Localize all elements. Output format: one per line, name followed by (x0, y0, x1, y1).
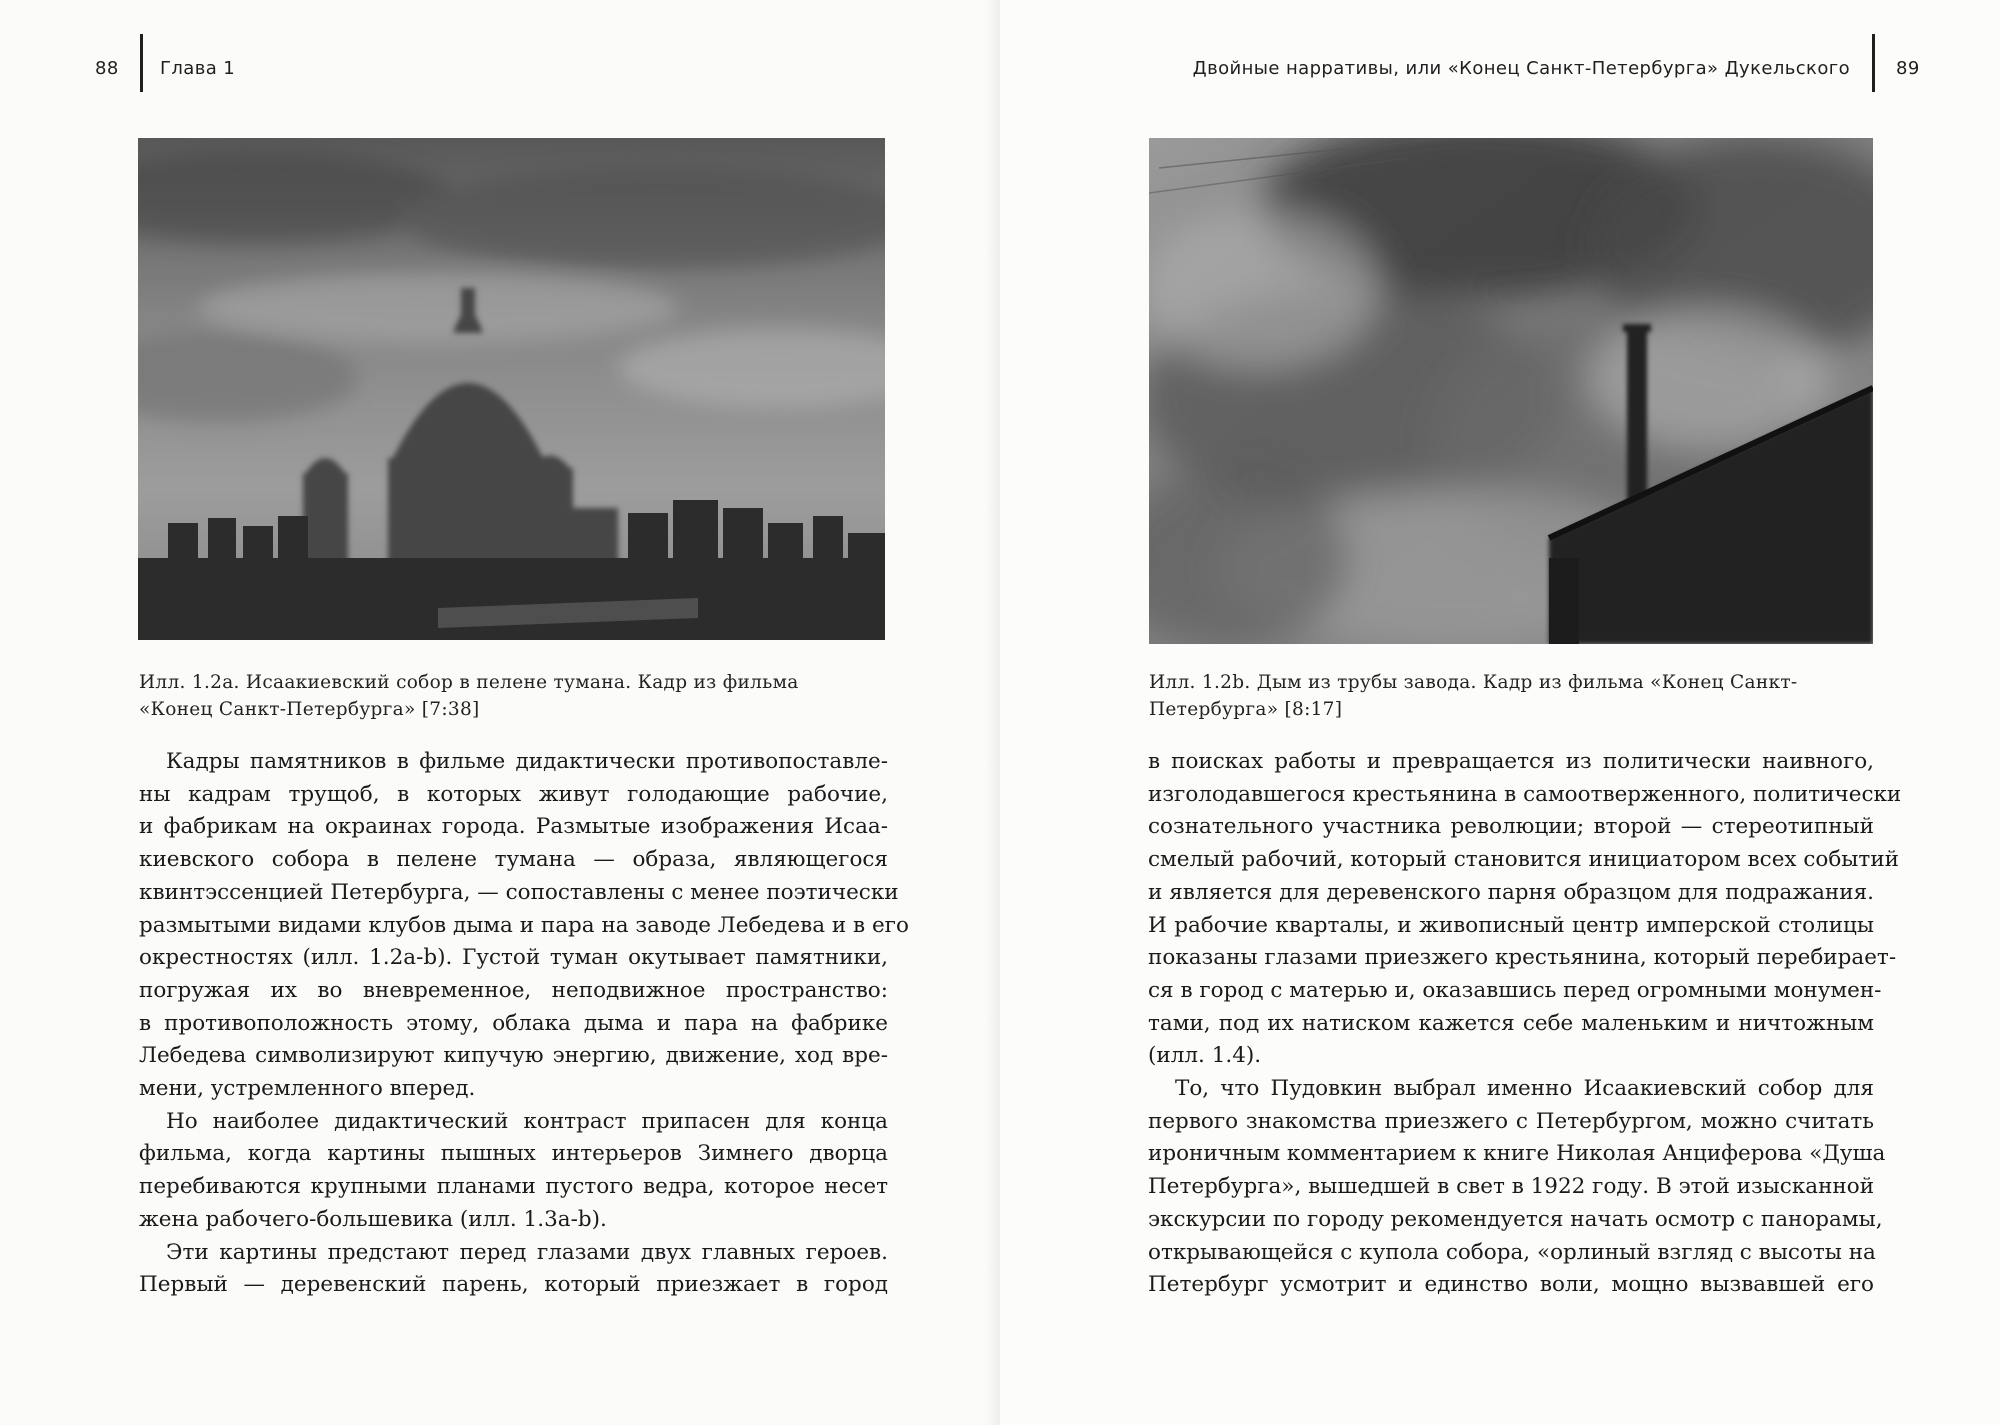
text-line: сознательного участника революции; второй — стереотипный (1148, 814, 1874, 840)
text-line: изголодавшегося крестьянина в самоотверженного, политически (1148, 781, 1902, 807)
text-line: киевского собора в пелене тумана — образа, являющегося (139, 847, 888, 873)
text-line: тами, под их натиском кажется себе маленьким и ничтожным (1148, 1010, 1874, 1036)
factory-smoke-photo-image (1149, 138, 1873, 644)
text-line: Эти картины предстают перед глазами двух главных героев. (166, 1239, 888, 1265)
text-line: Петербурга», вышедшей в свет в 1922 году. В этой изысканной (1148, 1174, 1875, 1200)
figure-caption-left (139, 669, 899, 723)
text-line: перебиваются крупными планами пустого ведра, которое несет (139, 1174, 888, 1200)
text-line: открывающейся с купола собора, «орлиный взгляд с высоты на (1148, 1239, 1876, 1265)
text-line: в противоположность этому, облака дыма и пара на фабрике (139, 1010, 888, 1036)
text-line: (илл. 1.4). (1148, 1043, 1262, 1069)
text-line: Первый — деревенский парень, который приезжает в город (139, 1272, 888, 1298)
text-line: То, что Пудовкин выбрал именно Исаакиевский собор для (1175, 1076, 1874, 1102)
page-number-left: 88 (95, 58, 119, 79)
header-rule-right (1872, 34, 1875, 92)
text-line: Петербург усмотрит и единство воли, мощно вызвавшей его (1148, 1272, 1874, 1298)
text-line: и фабрикам на окраинах города. Размытые изображения Исаа- (139, 814, 888, 840)
text-line: ны кадрам трущоб, в которых живут голодающие рабочие, (139, 781, 888, 807)
text-line: ся в город с матерью и, оказавшись перед огромными монумен- (1148, 977, 1882, 1003)
text-line: мени, устремленного вперед. (139, 1076, 476, 1102)
text-line: первого знакомства приезжего с Петербургом, можно считать (1148, 1108, 1874, 1134)
text-line: жена рабочего-большевика (илл. 1.3a-b). (139, 1206, 607, 1232)
running-head-left: Глава 1 (160, 58, 236, 79)
caption-line: Петербурга» [8:17] (1149, 699, 1343, 720)
text-line: погружая их во вневременное, неподвижное пространство: (139, 977, 888, 1003)
text-line: Кадры памятников в фильме дидактически противопоставле- (166, 749, 888, 774)
cathedral-photo-image (138, 138, 885, 640)
running-head-right: Двойные нарративы, или «Конец Санкт-Петербурга» Дукельского (1192, 58, 1850, 79)
text-line: И рабочие кварталы, и живописный центр имперской столицы (1148, 912, 1874, 938)
caption-line: Илл. 1.2a. Исаакиевский собор в пелене тумана. Кадр из фильма (139, 672, 799, 693)
text-line: экскурсии по городу рекомендуется начать осмотр с панорамы, (1148, 1206, 1883, 1232)
text-line: показаны глазами приезжего крестьянина, который перебирает- (1148, 945, 1897, 971)
page-number-right: 89 (1896, 58, 1920, 79)
cathedral-photo (138, 138, 885, 640)
text-line: квинтэссенцией Петербурга, — сопоставлены с менее поэтически (139, 879, 899, 905)
caption-line: «Конец Санкт-Петербурга» [7:38] (139, 699, 480, 720)
figure-caption-right (1149, 669, 1909, 723)
text-line: и является для деревенского парня образцом для подражания. (1148, 879, 1874, 905)
text-line: смелый рабочий, который становится инициатором всех событий (1148, 847, 1899, 873)
text-line: в поисках работы и превращается из политически наивного, (1148, 749, 1874, 774)
text-line: ироничным комментарием к книге Николая Анциферова «Душа (1148, 1141, 1886, 1167)
text-line: фильма, когда картины пышных интерьеров Зимнего дворца (139, 1141, 888, 1167)
right-page (1000, 0, 2000, 1425)
body-text-left (139, 746, 909, 1302)
caption-line: Илл. 1.2b. Дым из трубы завода. Кадр из фильма «Конец Санкт- (1149, 672, 1798, 693)
text-line: размытыми видами клубов дыма и пара на заводе Лебедева и в его (139, 912, 909, 938)
text-line: Но наиболее дидактический контраст припасен для конца (166, 1108, 888, 1134)
text-line: Лебедева символизируют кипучую энергию, движение, ход вре- (139, 1043, 888, 1069)
factory-smoke-photo (1149, 138, 1873, 644)
text-line: окрестностях (илл. 1.2a-b). Густой туман окутывает памятники, (139, 945, 888, 971)
header-rule-left (140, 34, 143, 92)
body-text-right (1148, 746, 1902, 1302)
